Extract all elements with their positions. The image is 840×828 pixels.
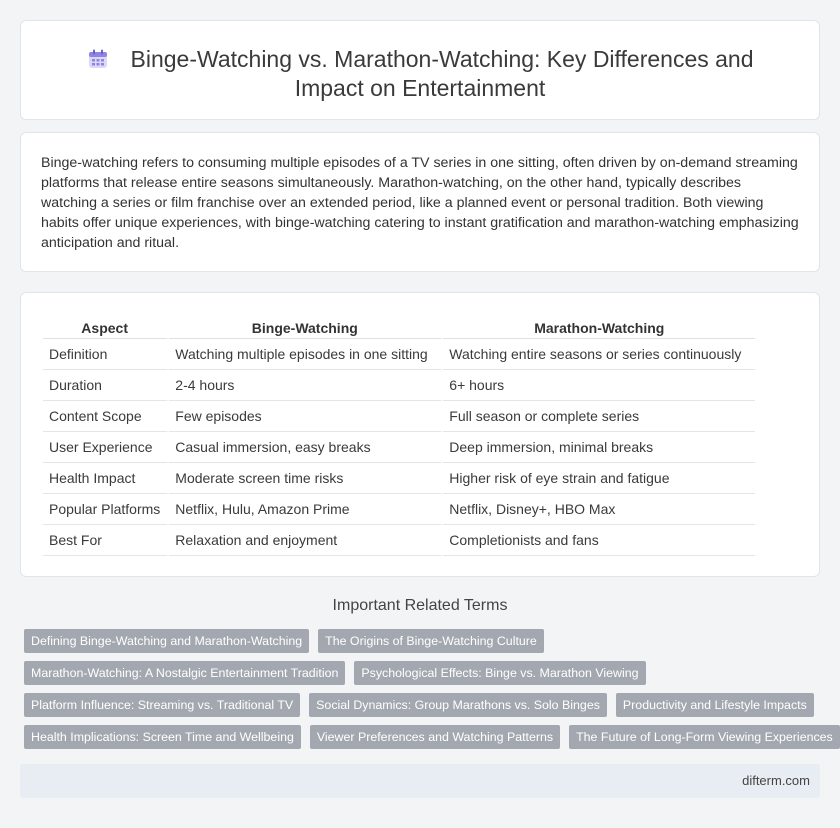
table-cell: Watching multiple episodes in one sitting <box>169 339 443 370</box>
related-terms-heading: Important Related Terms <box>332 597 508 614</box>
column-header-aspect: Aspect <box>43 313 169 339</box>
related-term-link[interactable]: Defining Binge-Watching and Marathon-Watching <box>24 629 309 653</box>
table-cell: User Experience <box>43 432 169 463</box>
related-term-link[interactable]: Health Implications: Screen Time and Wellbeing <box>24 725 301 749</box>
table-row <box>43 494 755 525</box>
table-cell: Completionists and fans <box>443 525 755 556</box>
related-term-link[interactable]: Productivity and Lifestyle Impacts <box>616 693 814 717</box>
table-cell: Deep immersion, minimal breaks <box>443 432 755 463</box>
tag-row <box>24 693 824 717</box>
table-row <box>43 432 755 463</box>
table-cell: 6+ hours <box>443 370 755 401</box>
table-cell: Popular Platforms <box>43 494 169 525</box>
table-cell: Netflix, Hulu, Amazon Prime <box>169 494 443 525</box>
comparison-card <box>20 292 820 577</box>
table-cell: Casual immersion, easy breaks <box>169 432 443 463</box>
table-cell: Definition <box>43 339 169 370</box>
table-cell: Relaxation and enjoyment <box>169 525 443 556</box>
table-cell: Best For <box>43 525 169 556</box>
table-cell: 2-4 hours <box>169 370 443 401</box>
title-card <box>20 20 820 120</box>
footer-site-link[interactable]: difterm.com <box>742 773 810 788</box>
tag-row <box>24 629 824 653</box>
related-term-link[interactable]: Platform Influence: Streaming vs. Traditional TV <box>24 693 300 717</box>
tag-row <box>24 725 833 749</box>
table-row <box>43 525 755 556</box>
comparison-table <box>43 313 755 556</box>
page-title-text: Binge-Watching vs. Marathon-Watching: Key Differences and Impact on Entertainment <box>130 46 754 101</box>
table-cell: Netflix, Disney+, HBO Max <box>443 494 755 525</box>
table-cell: Health Impact <box>43 463 169 494</box>
related-term-link[interactable]: The Future of Long-Form Viewing Experiences <box>569 725 840 749</box>
calendar-icon <box>87 48 109 70</box>
table-cell: Content Scope <box>43 401 169 432</box>
related-term-link[interactable]: Marathon-Watching: A Nostalgic Entertainment Tradition <box>24 661 345 685</box>
related-term-link[interactable]: Viewer Preferences and Watching Patterns <box>310 725 560 749</box>
column-header-marathon: Marathon-Watching <box>443 313 755 339</box>
table-cell: Watching entire seasons or series continuously <box>443 339 755 370</box>
table-row <box>43 339 755 370</box>
tag-row <box>24 661 824 685</box>
related-term-link[interactable]: The Origins of Binge-Watching Culture <box>318 629 544 653</box>
related-terms-list <box>24 629 833 757</box>
related-term-link[interactable]: Psychological Effects: Binge vs. Marathon Viewing <box>354 661 645 685</box>
table-cell: Full season or complete series <box>443 401 755 432</box>
footer <box>20 764 820 798</box>
intro-paragraph: Binge-watching refers to consuming multiple episodes of a TV series in one sitting, often driven by on-demand streaming platforms that release entire seasons simultaneously. Marathon-watching, on the other hand, typically describes watching a series or film franchise over an extended period, like a planned event or personal tradition. Both viewing habits offer unique experiences, with binge-watching catering to instant gratification and marathon-watching emphasizing anticipation and ritual. <box>41 155 799 251</box>
page-title <box>61 45 779 103</box>
table-header-row <box>43 313 755 339</box>
related-term-link[interactable]: Social Dynamics: Group Marathons vs. Solo Binges <box>309 693 607 717</box>
table-cell: Duration <box>43 370 169 401</box>
table-cell: Higher risk of eye strain and fatigue <box>443 463 755 494</box>
column-header-binge: Binge-Watching <box>169 313 443 339</box>
table-cell: Few episodes <box>169 401 443 432</box>
table-row <box>43 370 755 401</box>
intro-card <box>20 132 820 272</box>
table-row <box>43 463 755 494</box>
table-cell: Moderate screen time risks <box>169 463 443 494</box>
table-row <box>43 401 755 432</box>
